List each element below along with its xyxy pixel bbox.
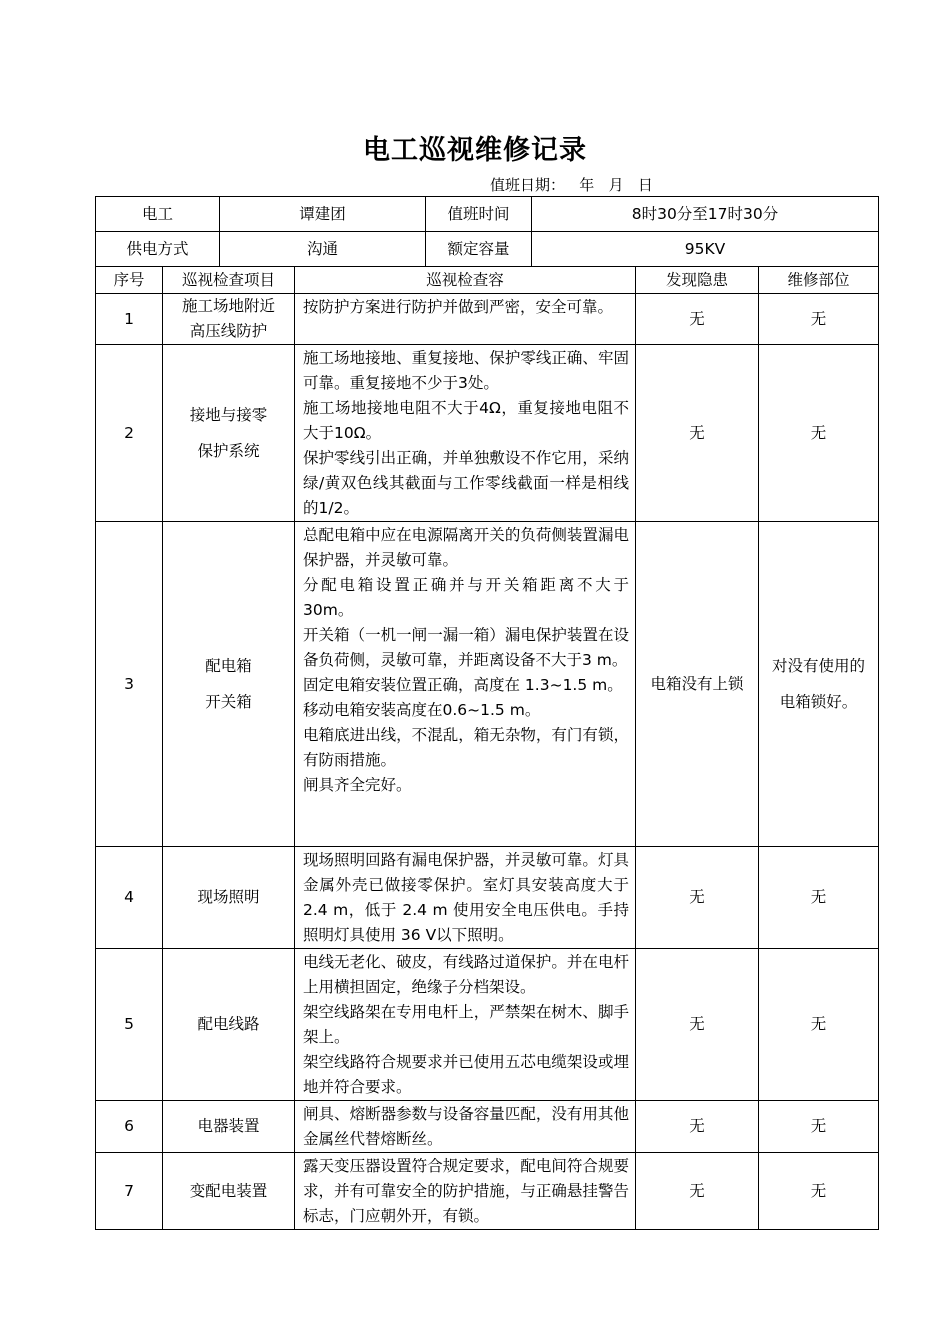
content-para: 露天变压器设置符合规定要求，配电间符合规要求，并有可靠安全的防护措施，与正确悬挂警告标志，门应朝外开，有锁。	[303, 1157, 629, 1225]
row-content	[295, 949, 636, 1101]
content-para: 电箱底进出线，不混乱，箱无杂物，有门有锁，有防雨措施。	[303, 726, 629, 769]
row-fix	[759, 345, 879, 522]
item-line: 施工场地附近	[181, 297, 275, 315]
fix-line: 无	[810, 423, 827, 442]
row-item	[163, 1153, 295, 1230]
row-content	[295, 1101, 636, 1153]
row-fix	[759, 294, 879, 345]
row-content	[295, 847, 636, 949]
info-table	[95, 196, 879, 267]
table-row	[96, 294, 879, 345]
content-para: 现场照明回路有漏电保护器，并灵敏可靠。灯具金属外壳已做接零保护。室灯具安装高度大于 2.4 m，低于 2.4 m 使用安全电压供电。手持照明灯具使用 36 V以下照明。	[303, 851, 629, 944]
fix-line: 无	[810, 309, 827, 328]
row-fix	[759, 522, 879, 847]
electrician-label: 电工	[96, 197, 220, 232]
fix-line: 无	[810, 888, 827, 906]
content-para: 施工场地接地电阻不大于4Ω，重复接地电阻不大于10Ω。	[303, 399, 629, 442]
shift-time-label: 值班时间	[426, 197, 532, 232]
supply-mode-label: 供电方式	[96, 232, 220, 267]
capacity-label: 额定容量	[426, 232, 532, 267]
row-no: 5	[96, 949, 163, 1101]
fix-line: 无	[810, 1181, 827, 1200]
table-row	[96, 1153, 879, 1230]
row-fix	[759, 1153, 879, 1230]
duty-date-line: 值班日期： 年 月 日	[490, 176, 653, 194]
content-para: 按防护方案进行防护并做到严密，安全可靠。	[303, 298, 614, 316]
row-content	[295, 1153, 636, 1230]
row-hazard: 电箱没有上锁	[636, 522, 759, 847]
header-item: 巡视检查项目	[163, 267, 295, 294]
item-line: 配电线路	[197, 1015, 260, 1033]
header-fix: 维修部位	[759, 267, 879, 294]
row-fix	[759, 949, 879, 1101]
content-para: 闸具、熔断器参数与设备容量匹配，没有用其他金属丝代替熔断丝。	[303, 1105, 629, 1148]
header-no: 序号	[96, 267, 163, 294]
item-line: 接地与接零	[189, 406, 268, 424]
row-item	[163, 294, 295, 345]
table-row	[96, 345, 879, 522]
electrician-value: 谭建团	[220, 197, 426, 232]
content-para: 固定电箱安装位置正确，高度在 1.3~1.5 m。	[303, 676, 623, 694]
row-hazard: 无	[636, 847, 759, 949]
inspection-table	[95, 266, 879, 1230]
row-hazard: 无	[636, 1101, 759, 1153]
content-para: 架空线路架在专用电杆上，严禁架在树木、脚手架上。	[303, 1003, 629, 1046]
row-fix	[759, 847, 879, 949]
row-hazard: 无	[636, 949, 759, 1101]
table-row	[96, 847, 879, 949]
row-item	[163, 522, 295, 847]
item-line: 开关箱	[205, 693, 252, 711]
fix-line: 对没有使用的	[771, 657, 865, 675]
content-para: 开关箱（一机一闸一漏一箱）漏电保护装置在设备负荷侧，灵敏可靠，并距离设备不大于3 m。	[303, 626, 629, 669]
fix-line: 无	[810, 1015, 827, 1033]
row-no: 7	[96, 1153, 163, 1230]
row-no: 2	[96, 345, 163, 522]
row-hazard: 无	[636, 345, 759, 522]
row-hazard: 无	[636, 1153, 759, 1230]
row-content	[295, 345, 636, 522]
row-no: 4	[96, 847, 163, 949]
info-row-electrician	[96, 197, 879, 232]
content-para: 总配电箱中应在电源隔离开关的负荷侧装置漏电保护器，并灵敏可靠。	[303, 526, 629, 569]
row-fix	[759, 1101, 879, 1153]
row-item	[163, 847, 295, 949]
content-para: 架空线路符合规要求并已使用五芯电缆架设或埋地并符合要求。	[303, 1053, 629, 1096]
content-para: 闸具齐全完好。	[303, 776, 412, 794]
page-title: 电工巡视维修记录	[363, 135, 587, 166]
header-hazard: 发现隐患	[636, 267, 759, 294]
row-content	[295, 522, 636, 847]
row-item	[163, 949, 295, 1101]
content-para: 保护零线引出正确，并单独敷设不作它用，采纳绿/黄双色线其截面与工作零线截面一样是相线的1/2。	[303, 449, 629, 517]
row-no: 3	[96, 522, 163, 847]
header-content: 巡视检查容	[295, 267, 636, 294]
item-line: 高压线防护	[189, 322, 268, 340]
item-line: 现场照明	[197, 888, 260, 906]
content-para: 电线无老化、破皮，有线路过道保护。并在电杆上用横担固定，绝缘子分档架设。	[303, 953, 629, 996]
fix-line: 无	[810, 1117, 827, 1135]
row-item	[163, 345, 295, 522]
item-line: 电器装置	[197, 1117, 260, 1135]
table-row	[96, 949, 879, 1101]
item-line: 配电箱	[205, 657, 252, 675]
item-line: 变配电装置	[189, 1181, 268, 1200]
content-para: 移动电箱安装高度在0.6~1.5 m。	[303, 701, 541, 719]
capacity-value: 95KV	[532, 232, 879, 267]
content-para: 施工场地接地、重复接地、保护零线正确、牢固可靠。重复接地不少于3处。	[303, 349, 629, 392]
row-no: 1	[96, 294, 163, 345]
row-item	[163, 1101, 295, 1153]
row-hazard: 无	[636, 294, 759, 345]
table-row	[96, 522, 879, 847]
supply-mode-value: 沟通	[220, 232, 426, 267]
item-line: 保护系统	[197, 442, 260, 460]
fix-line: 电箱锁好。	[779, 693, 858, 711]
row-no: 6	[96, 1101, 163, 1153]
row-content	[295, 294, 636, 345]
header-row	[96, 267, 879, 294]
info-row-supply	[96, 232, 879, 267]
content-para: 分配电箱设置正确并与开关箱距离不大于30m。	[303, 576, 629, 619]
table-row	[96, 1101, 879, 1153]
shift-time-value: 8时30分至17时30分	[532, 197, 879, 232]
